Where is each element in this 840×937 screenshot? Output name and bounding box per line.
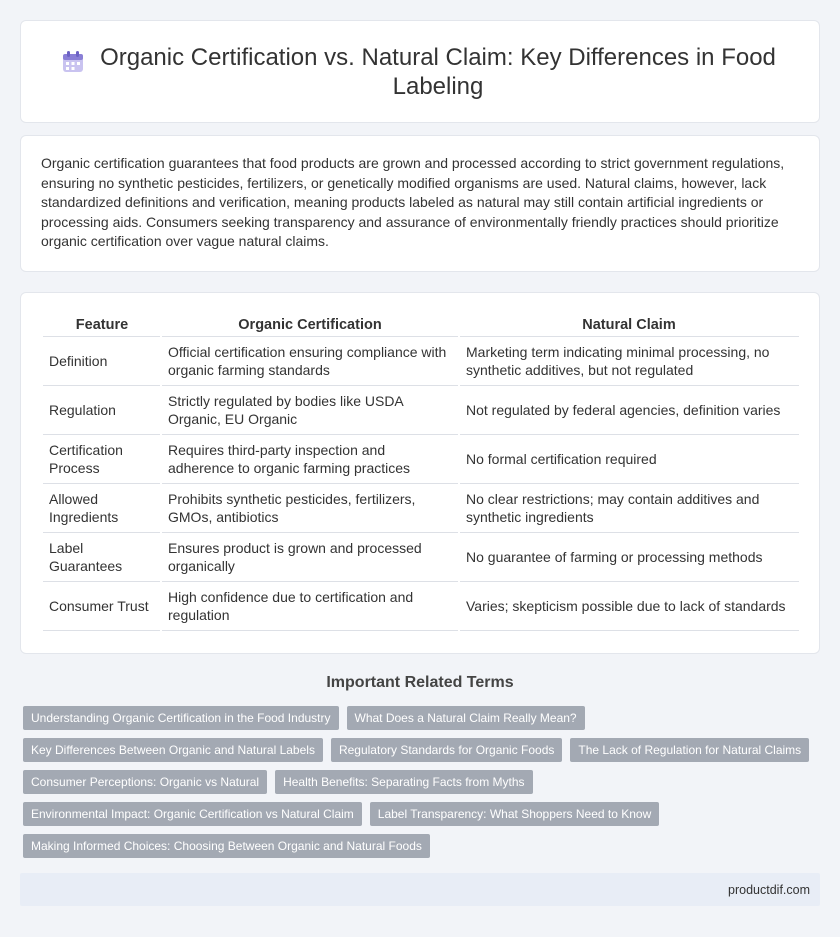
related-term-link[interactable]: Label Transparency: What Shoppers Need to Know [370,802,660,826]
table-cell-feature: Consumer Trust [43,582,161,631]
related-term-link[interactable]: Environmental Impact: Organic Certification vs Natural Claim [23,802,362,826]
footer [20,873,820,906]
related-term-link[interactable]: The Lack of Regulation for Natural Claims [570,738,809,762]
intro-paragraph: Organic certification guarantees that food products are grown and processed according to strict government regulations, ensuring no synthetic pesticides, fertilizers, or genetically modified organisms are used. Natural claims, however, lack standardized definitions and verification, meaning products labeled as natural may still contain artificial ingredients or processing aids. Consumers seeking transparency and assurance of environmentally friendly practices should prioritize organic certification over vague natural claims. [41,155,785,250]
table-cell-natural: No formal certification required [459,435,799,484]
table-header-row [43,313,799,337]
table-cell-natural: No clear restrictions; may contain additives and synthetic ingredients [459,484,799,533]
table-row [43,386,799,435]
table-cell-feature: Allowed Ingredients [43,484,161,533]
related-term-link[interactable]: Making Informed Choices: Choosing Between Organic and Natural Foods [23,834,430,858]
related-term-link[interactable]: What Does a Natural Claim Really Mean? [347,706,585,730]
table-cell-organic: Requires third-party inspection and adherence to organic farming practices [161,435,459,484]
table-row [43,337,799,386]
table-cell-organic: High confidence due to certification and regulation [161,582,459,631]
footer-site-link[interactable]: productdif.com [728,882,810,897]
column-header-organic: Organic Certification [161,313,459,337]
table-cell-natural: Marketing term indicating minimal processing, no synthetic additives, but not regulated [459,337,799,386]
table-row [43,484,799,533]
table-cell-organic: Prohibits synthetic pesticides, fertilizers, GMOs, antibiotics [161,484,459,533]
comparison-table-card [20,292,820,654]
related-term-link[interactable]: Understanding Organic Certification in the Food Industry [23,706,339,730]
table-row [43,435,799,484]
related-term-link[interactable]: Regulatory Standards for Organic Foods [331,738,562,762]
column-header-feature: Feature [43,313,161,337]
table-cell-natural: No guarantee of farming or processing methods [459,533,799,582]
table-row [43,582,799,631]
table-cell-natural: Not regulated by federal agencies, definition varies [459,386,799,435]
intro-card [20,135,820,272]
column-header-natural: Natural Claim [459,313,799,337]
calendar-icon [60,49,86,75]
table-cell-organic: Ensures product is grown and processed organically [161,533,459,582]
table-cell-natural: Varies; skepticism possible due to lack of standards [459,582,799,631]
table-cell-feature: Regulation [43,386,161,435]
table-row [43,533,799,582]
table-cell-organic: Official certification ensuring compliance with organic farming standards [161,337,459,386]
related-terms-list [23,706,823,858]
related-term-link[interactable]: Key Differences Between Organic and Natural Labels [23,738,323,762]
table-cell-feature: Definition [43,337,161,386]
related-term-link[interactable]: Consumer Perceptions: Organic vs Natural [23,770,267,794]
comparison-table [43,313,799,631]
page-title: Organic Certification vs. Natural Claim: Key Differences in Food Labeling [100,43,776,100]
table-cell-feature: Certification Process [43,435,161,484]
header-card [20,20,820,123]
table-cell-organic: Strictly regulated by bodies like USDA Organic, EU Organic [161,386,459,435]
related-term-link[interactable]: Health Benefits: Separating Facts from Myths [275,770,532,794]
header-inner [60,43,780,101]
related-terms-heading: Important Related Terms [326,674,514,691]
table-cell-feature: Label Guarantees [43,533,161,582]
